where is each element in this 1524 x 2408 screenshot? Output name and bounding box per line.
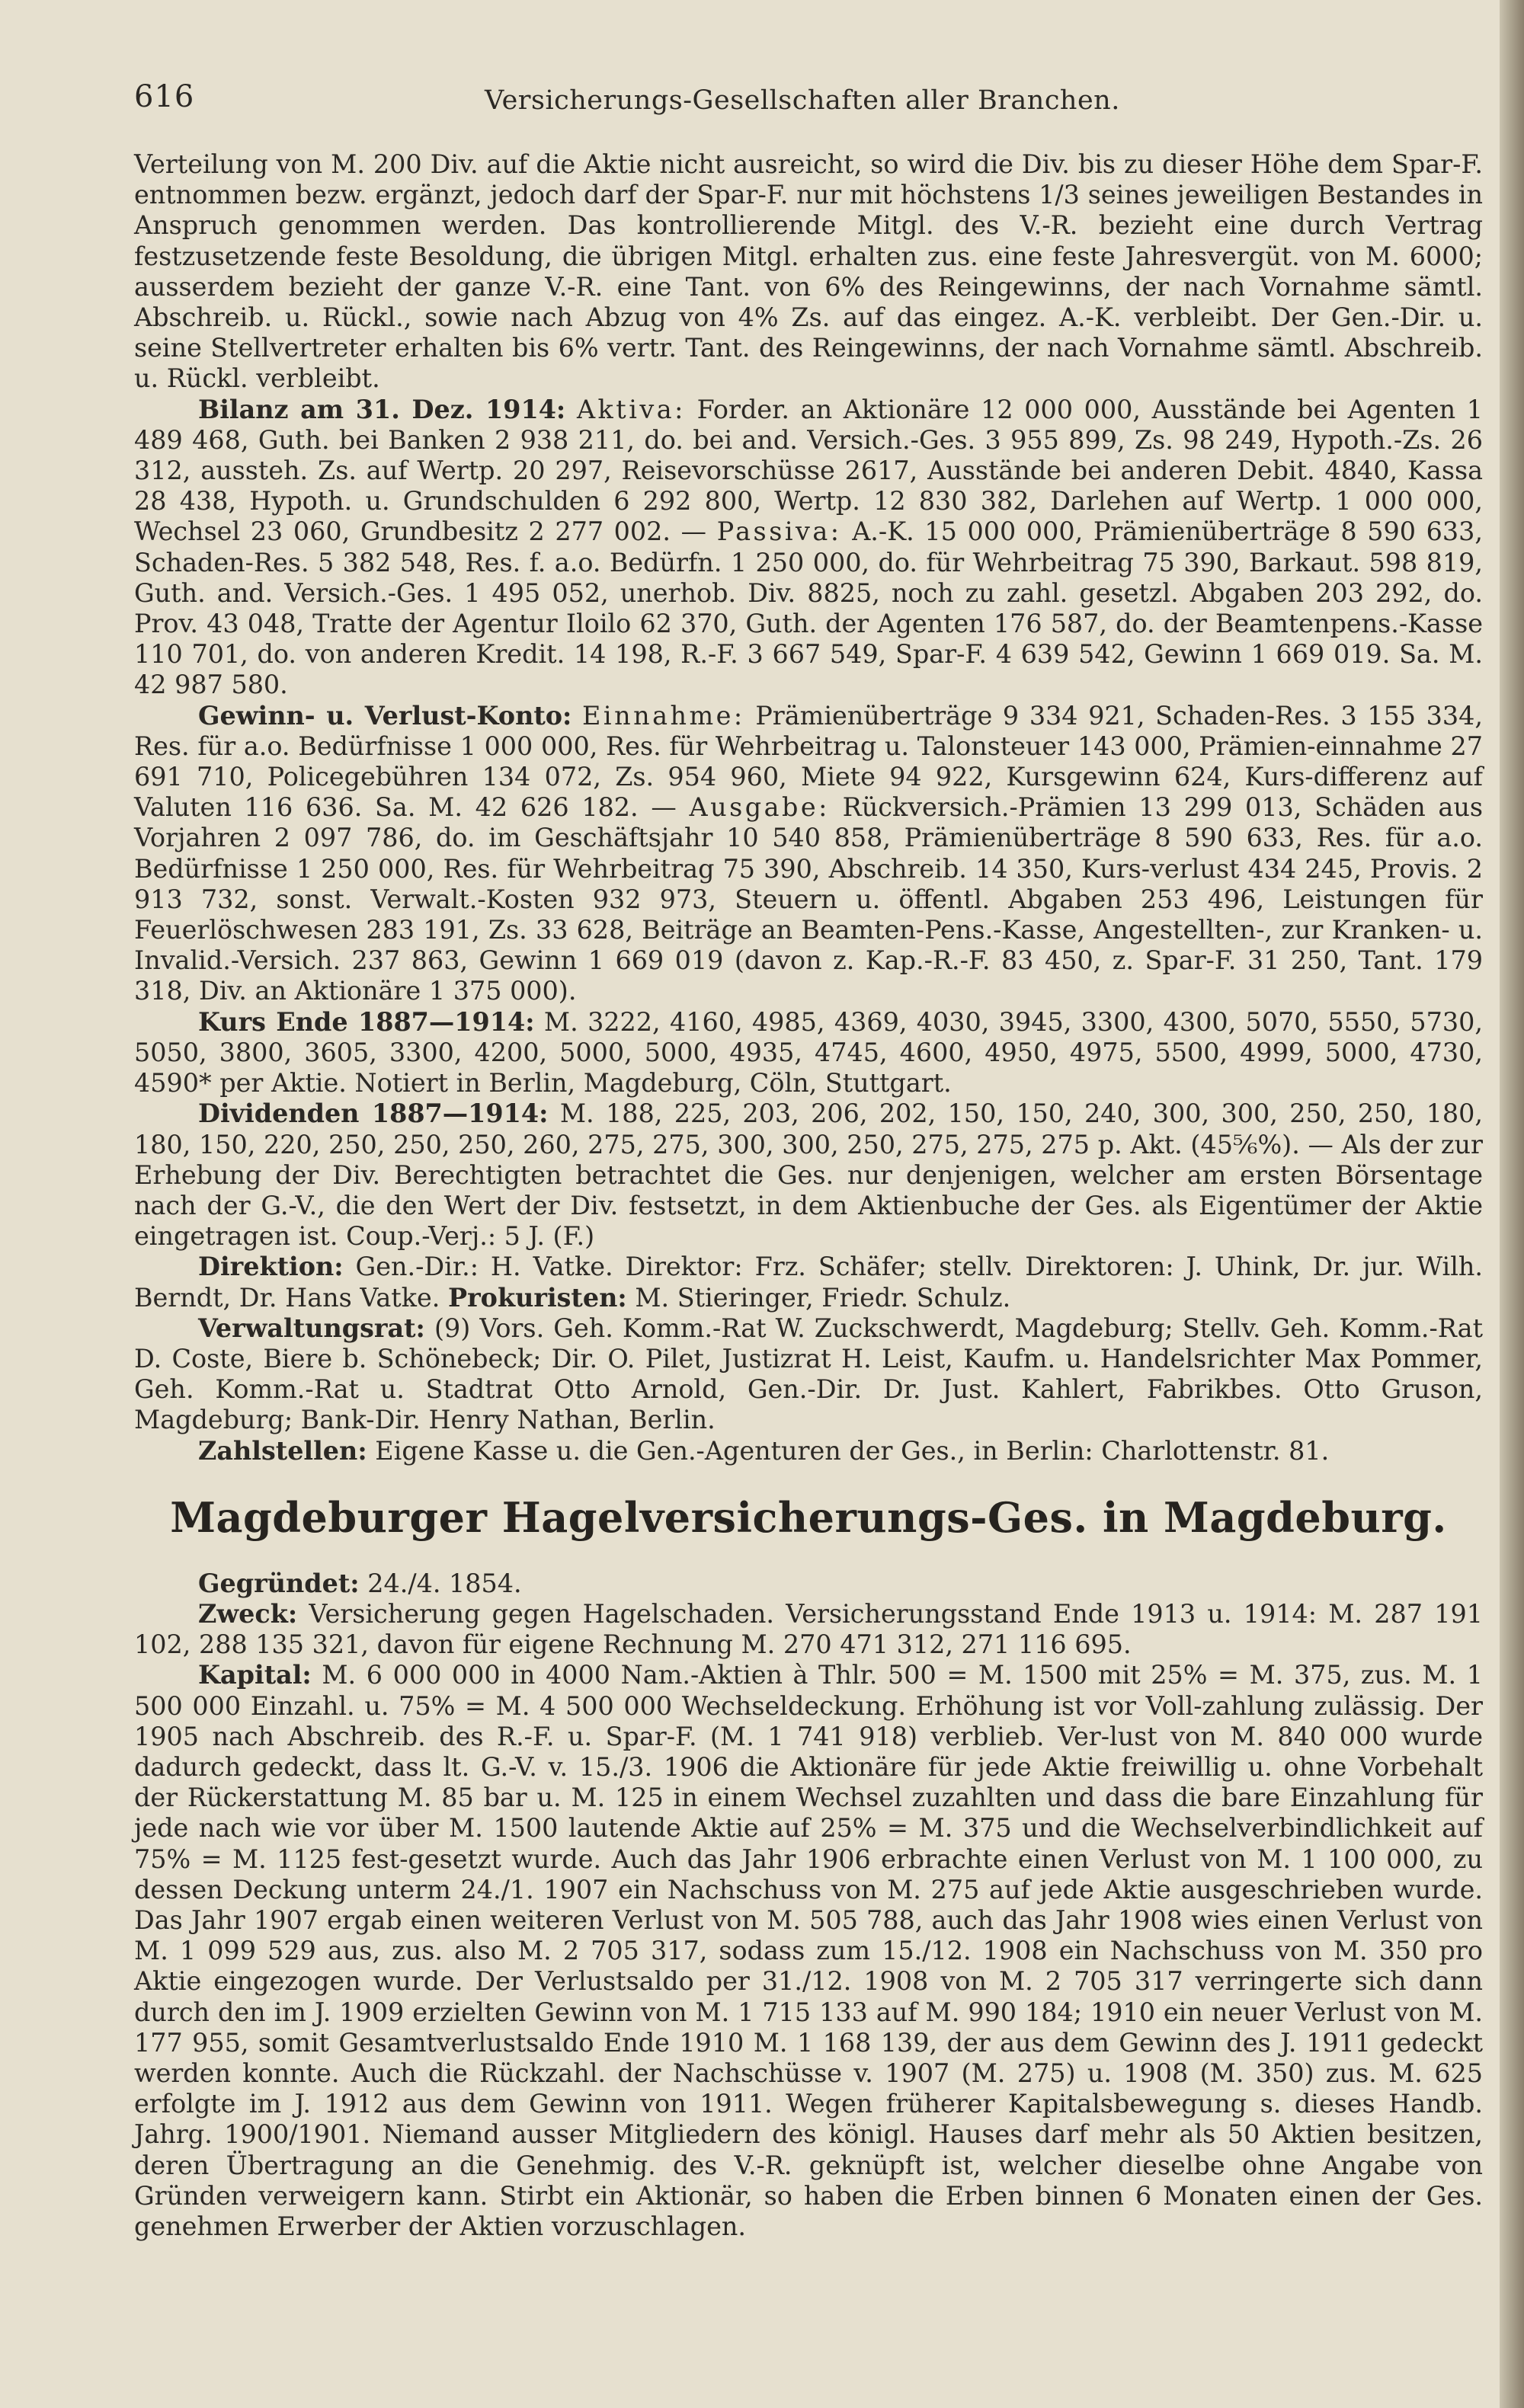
ausgabe-label: Ausgabe: <box>689 792 830 823</box>
verwaltungsrat-paragraph <box>134 1313 1483 1436</box>
prokuristen-text: M. Stieringer, Friedr. Schulz. <box>635 1282 1011 1313</box>
ausgabe-text: Rückversich.-Prämien 13 299 013, Schäden aus Vorjahren 2 097 786, do. im Geschäftsjahr 10 540 858, Prämienüberträge 8 590 633, Res. für a.o. Bedürfnisse 1 250 000, Res. für Wehrbeitrag 75 390, Abschreib. 14 350, Kurs-verlust 434 245, Provis. 2 913 732, sonst. Verwalt.-Kosten 932 973, Steuern u. öffentl. Abgaben 253 496, Leistungen für Feuerlöschwesen 283 191, Zs. 33 628, Beiträge an Beamten-Pens.-Kasse, Angestellten-, zur Kranken- u. Invalid.-Versich. 237 863, Gewinn 1 669 019 (davon z. Kap.-R.-F. 83 450, z. Spar-F. 31 250, Tant. 179 318, Div. an Aktionäre 1 375 000). <box>134 792 1483 1006</box>
company-title: Magdeburger Hagelversicherungs-Ges. in Magdeburg. <box>170 1492 1447 1542</box>
aktiva-text: Forder. an Aktionäre 12 000 000, Ausstände bei Agenten 1 489 468, Guth. bei Banken 2 938 211, do. bei and. Versich.-Ges. 3 955 899, Zs. 98 249, Hypoth.-Zs. 26 312, aussteh. Zs. auf Wertp. 20 297, Reisevorschüsse 2617, Ausstände bei anderen Debit. 4840, Kassa 28 438, Hypoth. u. Grundschulden 6 292 800, Wertp. 12 830 382, Darlehen auf Wertp. 1 000 000, Wechsel 23 060, Grundbesitz 2 277 002. — <box>134 394 1483 547</box>
zweck-paragraph <box>134 1599 1483 1660</box>
zahlstellen-label: Zahlstellen: <box>198 1435 367 1466</box>
passiva-text: A.-K. 15 000 000, Prämienüberträge 8 590 633, Schaden-Res. 5 382 548, Res. f. a.o. Bedürfn. 1 250 000, do. für Wehrbeitrag 75 390, Barkaut. 598 819, Guth. and. Versich.-Ges. 1 495 052, unerhob. Div. 8825, noch zu zahl. gesetzl. Abgaben 203 292, do. Prov. 43 048, Tratte der Agentur Iloilo 62 370, Guth. der Agenten 176 587, do. der Beamtenpens.-Kasse 110 701, do. von anderen Kredit. 14 198, R.-F. 3 667 549, Spar-F. 4 639 542, Gewinn 1 669 019. Sa. M. 42 987 580. <box>134 516 1483 700</box>
kapital-label: Kapital: <box>198 1660 312 1690</box>
voting-paragraph: Verteilung von M. 200 Div. auf die Aktie nicht ausreicht, so wird die Div. bis zu dieser Höhe dem Spar-F. entnommen bezw. ergänzt, jedoch darf der Spar-F. nur mit höchstens 1/3 seines jeweiligen Bestandes in Anspruch genommen werden. Das kontrollierende Mitgl. des V.-R. bezieht eine durch Vertrag festzusetzende feste Besoldung, die übrigen Mitgl. erhalten zus. eine feste Jahresvergüt. von M. 6000; ausserdem bezieht der ganze V.-R. eine Tant. von 6% des Reingewinns, der nach Vornahme sämtl. Abschreib. u. Rückl., sowie nach Abzug von 4% Zs. auf das eingez. A.-K. verbleibt. Der Gen.-Dir. u. seine Stellvertreter erhalten bis 6% vertr. Tant. des Reingewinns, der nach Vornahme sämtl. Abschreib. u. Rückl. verbleibt. <box>134 149 1483 394</box>
page-header <box>134 79 1440 133</box>
guv-paragraph <box>134 701 1483 1007</box>
prokuristen-label: Prokuristen: <box>447 1282 627 1313</box>
direktion-label: Direktion: <box>198 1252 344 1282</box>
passiva-label: Passiva: <box>716 516 842 547</box>
page-number: 616 <box>134 79 195 114</box>
gegruendet-text: 24./4. 1854. <box>367 1568 522 1598</box>
kurs-paragraph <box>134 1007 1483 1099</box>
verwaltungsrat-text: (9) Vors. Geh. Komm.-Rat W. Zuckschwerdt, Magdeburg; Stellv. Geh. Komm.-Rat D. Coste, Biere b. Schönebeck; Dir. O. Pilet, Justizrat H. Leist, Kaufm. u. Handelsrichter Max Pommer, Geh. Komm.-Rat u. Stadtrat Otto Arnold, Gen.-Dir. Dr. Just. Kahlert, Fabrikbes. Otto Gruson, Magdeburg; Bank-Dir. Henry Nathan, Berlin. <box>134 1313 1483 1435</box>
zweck-label: Zweck: <box>198 1598 298 1629</box>
guv-label: Gewinn- u. Verlust-Konto: <box>198 700 572 731</box>
page-body <box>134 149 1483 2242</box>
kurs-label: Kurs Ende 1887—1914: <box>198 1006 535 1037</box>
direktion-paragraph <box>134 1252 1483 1313</box>
kapital-paragraph <box>134 1660 1483 2242</box>
dividenden-text: M. 188, 225, 203, 206, 202, 150, 150, 240, 300, 300, 250, 250, 180, 180, 150, 220, 250, 250, 250, 260, 275, 275, 300, 300, 250, 275, 275, 275 p. Akt. (45⅚%). — Als der zur Erhebung der Div. Berechtigten betrachtet die Ges. nur denjenigen, welcher am ersten Börsentage nach der G.-V., die den Wert der Div. festsetzt, in dem Aktienbuche der Ges. als Eigentümer der Aktie eingetragen ist. Coup.-Verj.: 5 J. (F.) <box>134 1098 1483 1252</box>
zweck-text: Versicherung gegen Hagelschaden. Versicherungsstand Ende 1913 u. 1914: M. 287 191 102, 288 135 321, davon für eigene Rechnung M. 270 471 312, 271 116 695. <box>134 1598 1483 1660</box>
kapital-text: M. 6 000 000 in 4000 Nam.-Aktien à Thlr. 500 = M. 1500 mit 25% = M. 375, zus. M. 1 500 000 Einzahl. u. 75% = M. 4 500 000 Wechseldeckung. Erhöhung ist vor Voll-zahlung zulässig. Der 1905 nach Abschreib. des R.-F. u. Spar-F. (M. 1 741 918) verblieb. Ver-lust von M. 840 000 wurde dadurch gedeckt, dass lt. G.-V. v. 15./3. 1906 die Aktionäre für jede Aktie freiwillig u. ohne Vorbehalt der Rückerstattung M. 85 bar u. M. 125 in einem Wechsel zuzahlten und dass die bare Einzahlung für jede nach wie vor über M. 1500 lautende Aktie auf 25% = M. 375 und die Wechselverbindlichkeit auf 75% = M. 1125 fest-gesetzt wurde. Auch das Jahr 1906 erbrachte einen Verlust von M. 1 100 000, zu dessen Deckung unterm 24./1. 1907 ein Nachschuss von M. 275 auf jede Aktie ausgeschrieben wurde. Das Jahr 1907 ergab einen weiteren Verlust von M. 505 788, auch das Jahr 1908 wies einen Verlust von M. 1 099 529 aus, zus. also M. 2 705 317, sodass zum 15./12. 1908 ein Nachschuss von M. 350 pro Aktie eingezogen wurde. Der Verlustsaldo per 31./12. 1908 von M. 2 705 317 verringerte sich dann durch den im J. 1909 erzielten Gewinn von M. 1 715 133 auf M. 990 184; 1910 ein neuer Verlust von M. 177 955, somit Gesamtverlustsaldo Ende 1910 M. 1 168 139, der aus dem Gewinn des J. 1911 gedeckt werden konnte. Auch die Rückzahl. der Nachschüsse v. 1907 (M. 275) u. 1908 (M. 350) zus. M. 625 erfolgte im J. 1912 aus dem Gewinn von 1911. Wegen früherer Kapitalsbewegung s. dieses Handb. Jahrg. 1900/1901. Niemand ausser Mitgliedern des königl. Hauses darf mehr als 50 Aktien besitzen, deren Übertragung an die Genehmig. des V.-R. geknüpft ist, welcher dieselbe ohne Angabe von Gründen verweigern kann. Stirbt ein Aktionär, so haben die Erben binnen 6 Monaten einen der Ges. genehmen Erwerber der Aktien vorzuschlagen. <box>134 1660 1483 2241</box>
zahlstellen-text: Eigene Kasse u. die Gen.-Agenturen der Ges., in Berlin: Charlottenstr. 81. <box>375 1435 1330 1466</box>
gegruendet-paragraph <box>134 1569 1483 1599</box>
bilanz-label: Bilanz am 31. Dez. 1914: <box>198 394 566 424</box>
zahlstellen-paragraph <box>134 1436 1483 1466</box>
aktiva-label: Aktiva: <box>576 394 686 424</box>
page-edge-shadow <box>1500 0 1524 2408</box>
company-title-block <box>134 1466 1483 1569</box>
kurs-text: M. 3222, 4160, 4985, 4369, 4030, 3945, 3300, 4300, 5070, 5550, 5730, 5050, 3800, 3605, 3300, 4200, 5000, 5000, 4935, 4745, 4600, 4950, 4975, 5500, 4999, 5000, 4730, 4590* per Aktie. Notiert in Berlin, Magdeburg, Cöln, Stuttgart. <box>134 1006 1483 1098</box>
einnahme-label: Einnahme: <box>582 700 745 731</box>
direktion-text: Gen.-Dir.: H. Vatke. Direktor: Frz. Schäfer; stellv. Direktoren: J. Uhink, Dr. jur. Wilh. Berndt, Dr. Hans Vatke. <box>134 1252 1483 1313</box>
einnahme-text: Prämienüberträge 9 334 921, Schaden-Res. 3 155 334, Res. für a.o. Bedürfnisse 1 000 000, Res. für Wehrbeitrag u. Talonsteuer 143 000, Prämien-einnahme 27 691 710, Policegebühren 134 072, Zs. 954 960, Miete 94 922, Kursgewinn 624, Kurs-differenz auf Valuten 116 636. Sa. M. 42 626 182. — <box>134 700 1483 823</box>
dividenden-paragraph <box>134 1098 1483 1252</box>
bilanz-paragraph <box>134 395 1483 701</box>
verwaltungsrat-label: Verwaltungsrat: <box>198 1313 425 1343</box>
gegruendet-label: Gegründet: <box>198 1568 360 1598</box>
dividenden-label: Dividenden 1887—1914: <box>198 1098 549 1129</box>
running-title: Versicherungs-Gesellschaften aller Branchen. <box>485 85 1120 116</box>
